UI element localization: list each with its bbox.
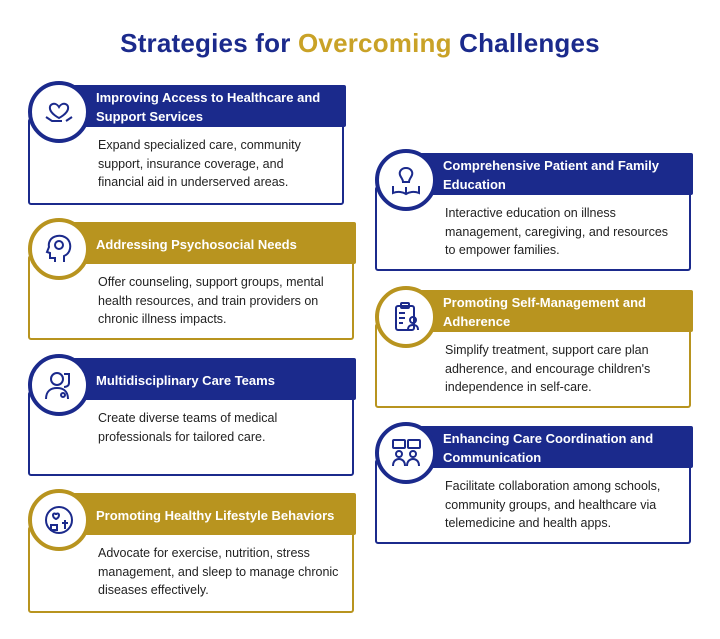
card-care-coordination [375, 426, 691, 544]
card-heading [58, 85, 346, 127]
lightbulb-book-icon [375, 149, 437, 211]
card-text: Advocate for exercise, nutrition, stress management, and sleep to manage chronic diseases effectively. [98, 546, 339, 597]
card-heading [405, 290, 693, 332]
card-multidisciplinary [28, 358, 354, 476]
card-heading-text: Improving Access to Healthcare and Support Services [96, 90, 321, 124]
title-highlight: Overcoming [297, 28, 452, 58]
card-patient-education [375, 153, 691, 271]
card-improving-access [28, 85, 344, 205]
card-heading-text: Comprehensive Patient and Family Education [443, 158, 660, 192]
card-text: Create diverse teams of medical professionals for tailored care. [98, 411, 278, 444]
card-heading-text: Multidisciplinary Care Teams [96, 372, 275, 388]
card-heading-text: Enhancing Care Coordination and Communication [443, 431, 654, 465]
card-heading-text: Promoting Healthy Lifestyle Behaviors [96, 507, 335, 523]
doctor-stethoscope-icon [28, 354, 90, 416]
card-heading [58, 358, 356, 400]
card-psychosocial [28, 222, 354, 340]
card-text: Facilitate collaboration among schools, community groups, and healthcare via telemedicine and health apps. [445, 479, 661, 530]
card-text: Offer counseling, support groups, mental health resources, and train providers on chronic illness impacts. [98, 275, 324, 326]
healthy-lifestyle-icon [28, 489, 90, 551]
card-text: Simplify treatment, support care plan adherence, and encourage children's independence in self-care. [445, 343, 651, 394]
card-heading-text: Addressing Psychosocial Needs [96, 236, 297, 252]
head-brain-icon [28, 218, 90, 280]
card-heading [58, 493, 356, 535]
page-title [0, 28, 720, 59]
card-text: Interactive education on illness management, caregiving, and resources to empower families. [445, 206, 669, 257]
people-chat-icon [375, 422, 437, 484]
title-part-2: Challenges [451, 28, 600, 58]
card-heading [58, 222, 356, 264]
card-self-management [375, 290, 691, 408]
title-part-1: Strategies for [120, 28, 298, 58]
card-heading-text: Promoting Self-Management and Adherence [443, 295, 646, 329]
heart-hands-icon [28, 81, 90, 143]
card-heading [405, 153, 693, 195]
clipboard-person-icon [375, 286, 437, 348]
card-healthy-lifestyle [28, 493, 354, 613]
card-heading [405, 426, 693, 468]
card-text: Expand specialized care, community support, insurance coverage, and financial aid in underserved areas. [98, 138, 301, 189]
